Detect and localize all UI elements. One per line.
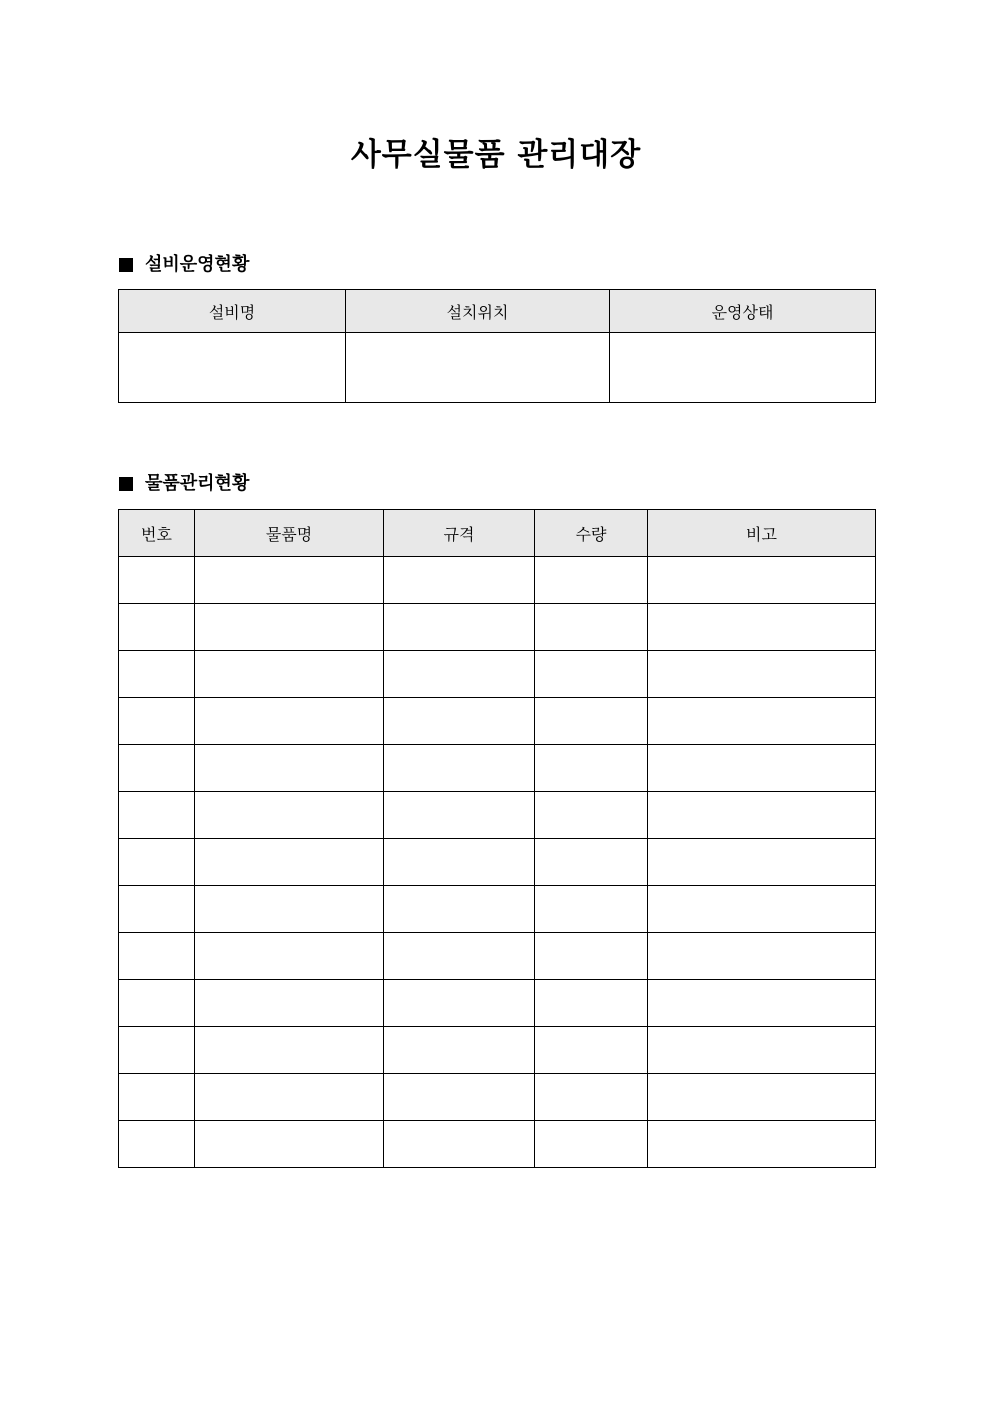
table-cell[interactable] bbox=[648, 745, 876, 792]
table-row bbox=[119, 886, 876, 933]
table-cell[interactable] bbox=[535, 886, 648, 933]
table-cell[interactable] bbox=[535, 933, 648, 980]
table-row bbox=[119, 839, 876, 886]
table-cell[interactable] bbox=[384, 1074, 535, 1121]
goods-management-table bbox=[118, 509, 876, 1168]
table-cell[interactable] bbox=[535, 651, 648, 698]
table-cell[interactable] bbox=[195, 1121, 384, 1168]
section-heading-goods bbox=[119, 471, 249, 497]
table-cell[interactable] bbox=[648, 604, 876, 651]
square-bullet-icon bbox=[119, 477, 133, 491]
table-cell[interactable] bbox=[195, 980, 384, 1027]
table-cell[interactable] bbox=[346, 333, 610, 403]
table-cell[interactable] bbox=[384, 1027, 535, 1074]
table-cell[interactable] bbox=[119, 698, 195, 745]
table-cell[interactable] bbox=[119, 1027, 195, 1074]
section-heading-equipment bbox=[119, 252, 249, 278]
table-cell[interactable] bbox=[195, 557, 384, 604]
table-cell[interactable] bbox=[119, 839, 195, 886]
table-cell[interactable] bbox=[535, 1121, 648, 1168]
table-cell[interactable] bbox=[384, 980, 535, 1027]
table-cell[interactable] bbox=[535, 745, 648, 792]
table-cell[interactable] bbox=[119, 980, 195, 1027]
column-header-number: 번호 bbox=[119, 510, 195, 557]
table-cell[interactable] bbox=[195, 1074, 384, 1121]
table-cell[interactable] bbox=[119, 604, 195, 651]
column-header-operating-status: 운영상태 bbox=[610, 290, 876, 333]
table-cell[interactable] bbox=[535, 1027, 648, 1074]
table-cell[interactable] bbox=[195, 745, 384, 792]
table-cell[interactable] bbox=[535, 980, 648, 1027]
table-cell[interactable] bbox=[648, 1027, 876, 1074]
table-row bbox=[119, 333, 876, 403]
table-cell[interactable] bbox=[119, 1121, 195, 1168]
table-cell[interactable] bbox=[648, 792, 876, 839]
table-cell[interactable] bbox=[119, 557, 195, 604]
section-heading-label: 물품관리현황 bbox=[145, 473, 250, 494]
table-row bbox=[119, 792, 876, 839]
table-cell[interactable] bbox=[119, 886, 195, 933]
equipment-status-table bbox=[118, 289, 876, 403]
table-cell[interactable] bbox=[648, 933, 876, 980]
table-cell[interactable] bbox=[119, 792, 195, 839]
column-header-remarks: 비고 bbox=[648, 510, 876, 557]
table-cell[interactable] bbox=[384, 651, 535, 698]
table-cell[interactable] bbox=[384, 557, 535, 604]
table-row bbox=[119, 745, 876, 792]
table-row bbox=[119, 604, 876, 651]
table-cell[interactable] bbox=[648, 839, 876, 886]
section-heading-label: 설비운영현황 bbox=[145, 254, 250, 275]
table-cell[interactable] bbox=[119, 933, 195, 980]
table-cell[interactable] bbox=[195, 839, 384, 886]
table-cell[interactable] bbox=[535, 792, 648, 839]
column-header-equipment-name: 설비명 bbox=[119, 290, 346, 333]
table-row bbox=[119, 651, 876, 698]
table-row bbox=[119, 1121, 876, 1168]
table-header-row bbox=[119, 510, 876, 557]
table-cell[interactable] bbox=[195, 886, 384, 933]
table-cell[interactable] bbox=[195, 651, 384, 698]
table-cell[interactable] bbox=[610, 333, 876, 403]
table-cell[interactable] bbox=[195, 1027, 384, 1074]
goods-table-body bbox=[119, 557, 876, 1168]
table-cell[interactable] bbox=[119, 1074, 195, 1121]
table-cell[interactable] bbox=[384, 745, 535, 792]
table-cell[interactable] bbox=[195, 604, 384, 651]
table-cell[interactable] bbox=[648, 980, 876, 1027]
table-cell[interactable] bbox=[119, 745, 195, 792]
column-header-specification: 규격 bbox=[384, 510, 535, 557]
table-cell[interactable] bbox=[648, 1121, 876, 1168]
table-cell[interactable] bbox=[195, 792, 384, 839]
table-row bbox=[119, 557, 876, 604]
table-cell[interactable] bbox=[384, 604, 535, 651]
table-row bbox=[119, 698, 876, 745]
table-cell[interactable] bbox=[384, 886, 535, 933]
table-cell[interactable] bbox=[195, 698, 384, 745]
table-cell[interactable] bbox=[384, 792, 535, 839]
table-row bbox=[119, 1074, 876, 1121]
table-cell[interactable] bbox=[384, 1121, 535, 1168]
table-cell[interactable] bbox=[535, 604, 648, 651]
column-header-quantity: 수량 bbox=[535, 510, 648, 557]
table-cell[interactable] bbox=[119, 333, 346, 403]
column-header-install-location: 설치위치 bbox=[346, 290, 610, 333]
table-cell[interactable] bbox=[384, 839, 535, 886]
table-cell[interactable] bbox=[648, 698, 876, 745]
square-bullet-icon bbox=[119, 258, 133, 272]
table-cell[interactable] bbox=[535, 1074, 648, 1121]
table-cell[interactable] bbox=[384, 698, 535, 745]
column-header-item-name: 물품명 bbox=[195, 510, 384, 557]
table-cell[interactable] bbox=[535, 698, 648, 745]
table-cell[interactable] bbox=[648, 557, 876, 604]
table-row bbox=[119, 933, 876, 980]
document-title: 사무실물품 관리대장 bbox=[350, 137, 642, 173]
table-cell[interactable] bbox=[648, 651, 876, 698]
table-header-row bbox=[119, 290, 876, 333]
table-row bbox=[119, 980, 876, 1027]
table-row bbox=[119, 1027, 876, 1074]
table-cell[interactable] bbox=[119, 651, 195, 698]
table-cell[interactable] bbox=[384, 933, 535, 980]
table-cell[interactable] bbox=[535, 839, 648, 886]
table-cell[interactable] bbox=[195, 933, 384, 980]
table-cell[interactable] bbox=[648, 886, 876, 933]
table-cell[interactable] bbox=[648, 1074, 876, 1121]
table-cell[interactable] bbox=[535, 557, 648, 604]
